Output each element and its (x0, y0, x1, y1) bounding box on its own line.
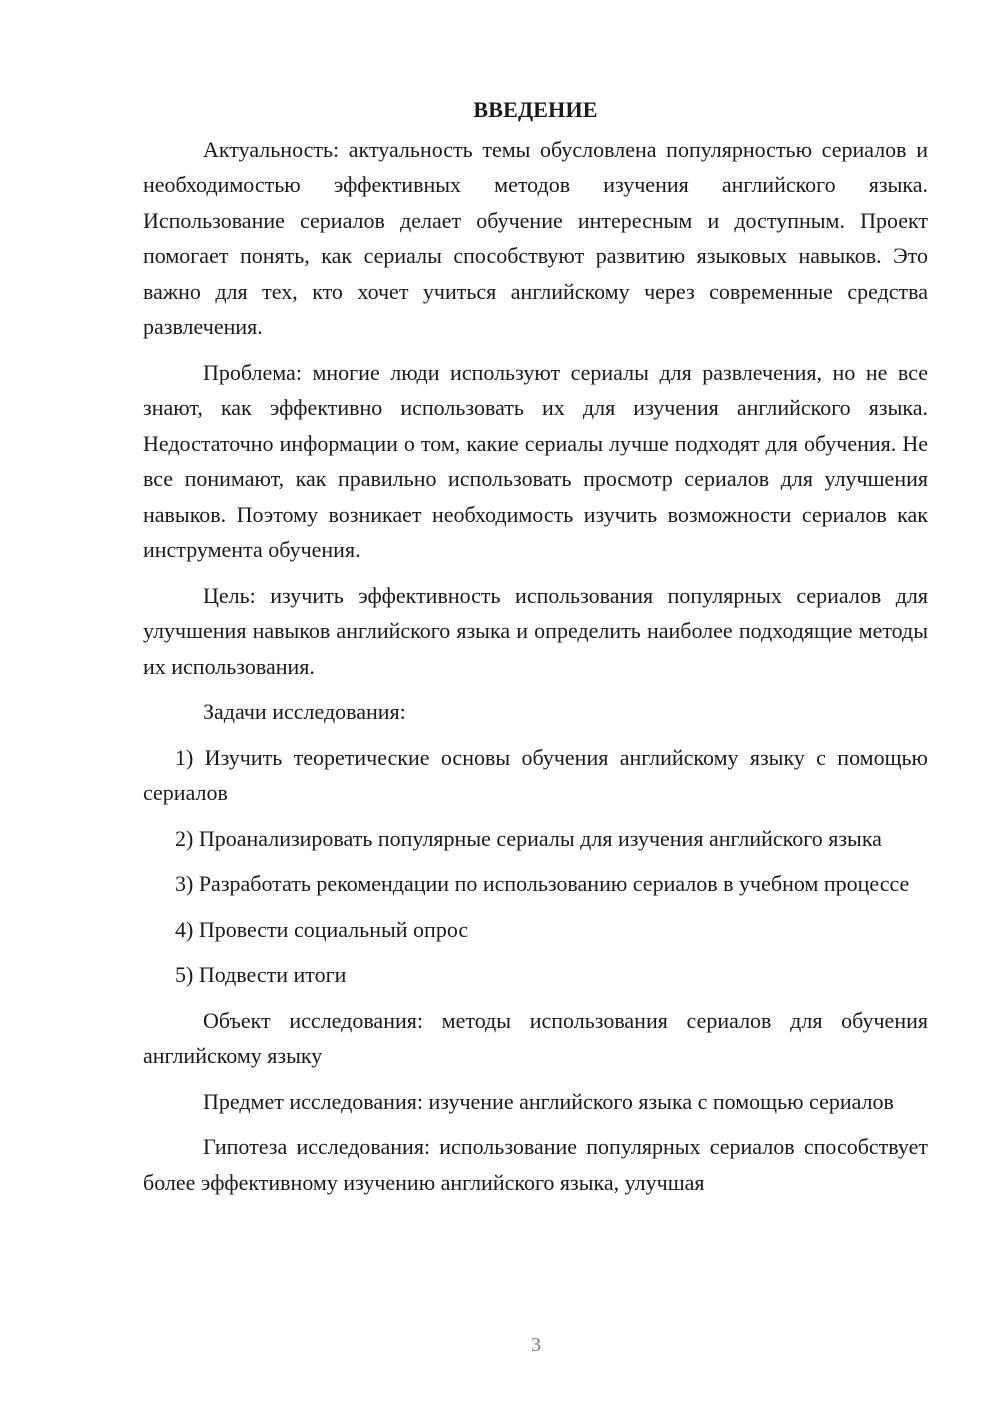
page-content (143, 92, 928, 1210)
problem-paragraph: Проблема: многие люди используют сериалы для развлечения, но не все знают, как эффективно использовать их для изучения английского языка. Недостаточно информации о том, какие сериалы лучше подходят для обучения. Не все понимают, как правильно использовать просмотр сериалов для улучшения навыков. Поэтому возникает необходимость изучить возможности сериалов как инструмента обучения. (143, 359, 928, 562)
hypothesis-paragraph: Гипотеза исследования: использование популярных сериалов способствует более эффективному изучению английского языка, улучшая (143, 1134, 928, 1195)
subject-paragraph: Предмет исследования: изучение английского языка с помощью сериалов (203, 1088, 894, 1114)
task-item-2: 2) Проанализировать популярные сериалы для изучения английского языка (175, 825, 882, 851)
section-heading: ВВЕДЕНИЕ (473, 97, 598, 122)
task-item-1: 1) Изучить теоретические основы обучения английскому языку с помощью сериалов (143, 744, 928, 805)
task-item-3: 3) Разработать рекомендации по использованию сериалов в учебном процессе (175, 871, 910, 896)
task-item-5: 5) Подвести итоги (175, 962, 347, 987)
task-item-4: 4) Провести социальный опрос (175, 916, 469, 942)
relevance-paragraph: Актуальность: актуальность темы обусловлена популярностью сериалов и необходимостью эффективных методов изучения английского языка. Использование сериалов делает обучение интересным и доступным. Проект помогает понять, как сериалы способствуют развитию языковых навыков. Это важно для тех, кто хочет учиться английскому через современные средства развлечения. (143, 136, 928, 339)
tasks-title: Задачи исследования: (203, 699, 406, 724)
object-paragraph: Объект исследования: методы использования сериалов для обучения английскому языку (143, 1007, 928, 1068)
goal-paragraph: Цель: изучить эффективность использования популярных сериалов для улучшения навыков английского языка и определить наиболее подходящие методы их использования. (143, 582, 928, 679)
page-number: 3 (531, 1334, 541, 1356)
